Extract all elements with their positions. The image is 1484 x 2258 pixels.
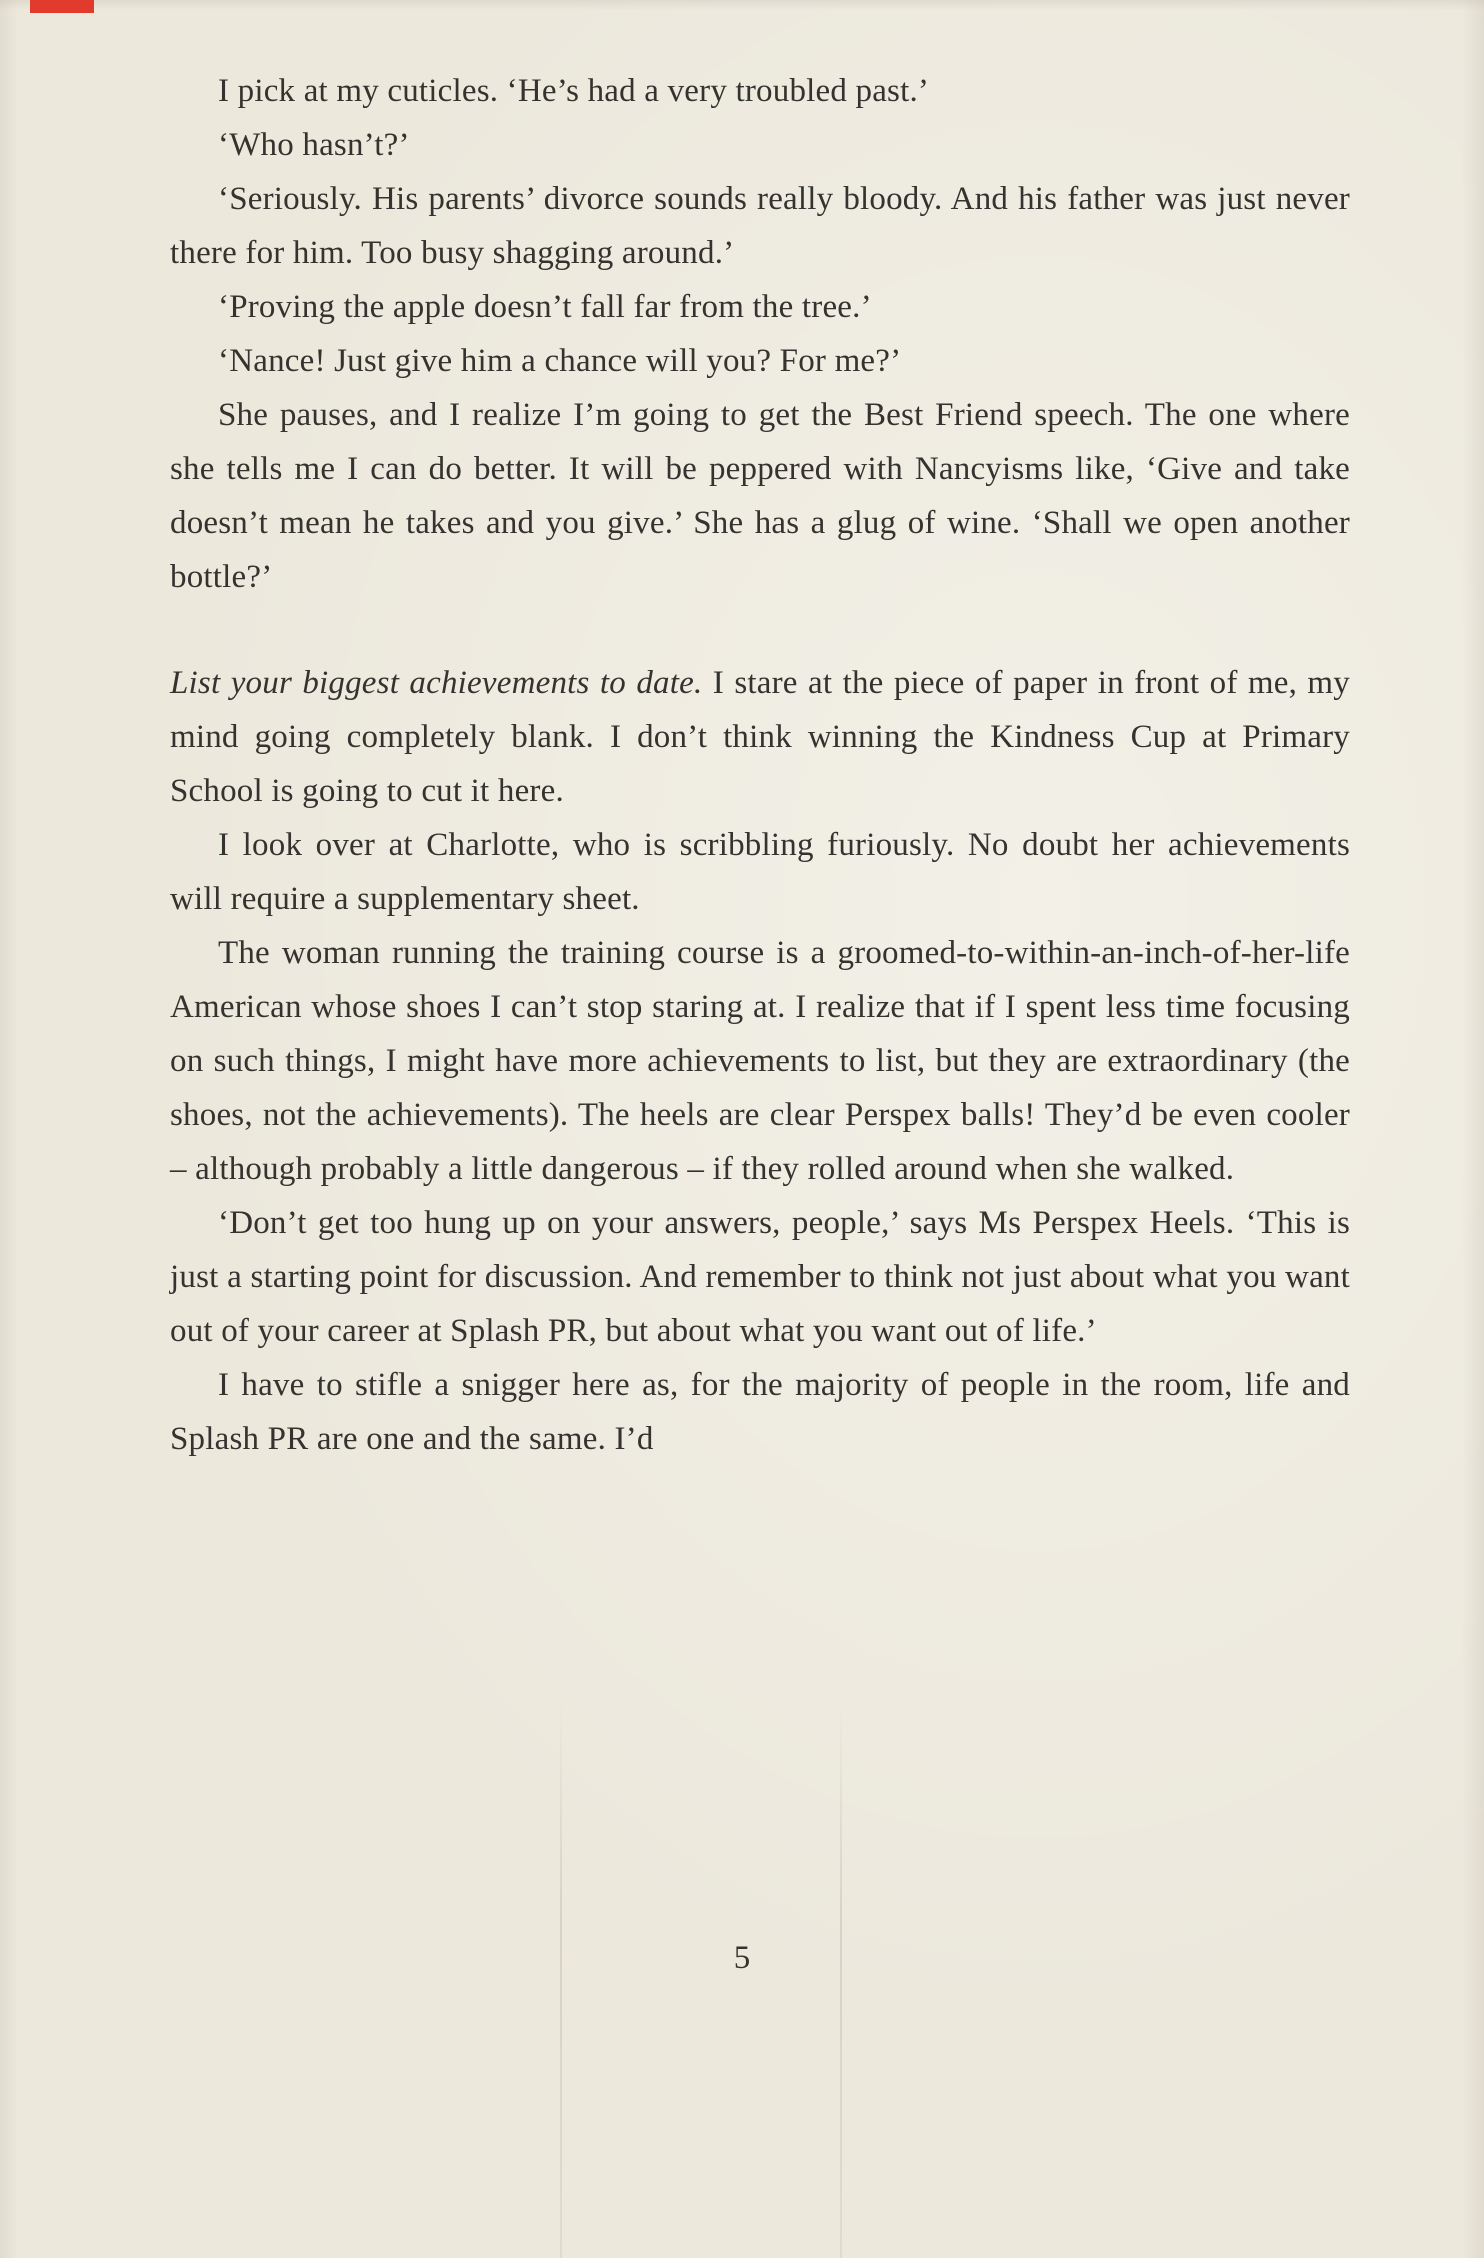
scan-red-mark — [30, 0, 94, 13]
scan-fold-line — [560, 1700, 562, 2258]
paragraph: ‘Don’t get too hung up on your answers, people,’ says Ms Perspex Heels. ‘This is just a starting point for discussion. And remember to think not just about what you want out of your career at Splash PR, but about what you want out of life.’ — [170, 1205, 1350, 1349]
italic-lead: List your biggest achievements to date. — [170, 665, 703, 701]
paragraph: ‘Who hasn’t?’ — [218, 127, 410, 163]
paragraph: I pick at my cuticles. ‘He’s had a very troubled past.’ — [218, 73, 930, 109]
paragraph: The woman running the training course is a groomed-to-within-an-inch-of-her-life American whose shoes I can’t stop staring at. I realize that if I spent less time focusing on such things, I might have more achievements to list, but they are extraordinary (the shoes, not the achievements). The heels are clear Perspex balls! They’d be even cooler – although probably a little dangerous – if they rolled around when she walked. — [170, 935, 1350, 1187]
paragraph: I have to stifle a snigger here as, for the majority of people in the room, life and Splash PR are one and the same. I’d — [170, 1367, 1350, 1457]
paragraph: ‘Seriously. His parents’ divorce sounds really bloody. And his father was just never there for him. Too busy shagging around.’ — [170, 181, 1350, 271]
paragraph: List your biggest achievements to date. I stare at the piece of paper in front of me, my mind going completely blank. I don’t think winning the Kindness Cup at Primary School is going to cut it here. — [170, 665, 1350, 809]
scan-fold-line — [840, 1700, 842, 2258]
paragraph: I look over at Charlotte, who is scribbling furiously. No doubt her achievements will require a supplementary sheet. — [170, 827, 1350, 917]
paragraph: ‘Nance! Just give him a chance will you? For me?’ — [218, 343, 902, 379]
text-block — [170, 64, 1350, 1466]
page-number: 5 — [733, 1940, 751, 1976]
paragraph: She pauses, and I realize I’m going to get the Best Friend speech. The one where she tells me I can do better. It will be peppered with Nancyisms like, ‘Give and take doesn’t mean he takes and you give.’ She has a glug of wine. ‘Shall we open another bottle?’ — [170, 397, 1350, 595]
paragraph: ‘Proving the apple doesn’t fall far from the tree.’ — [218, 289, 872, 325]
